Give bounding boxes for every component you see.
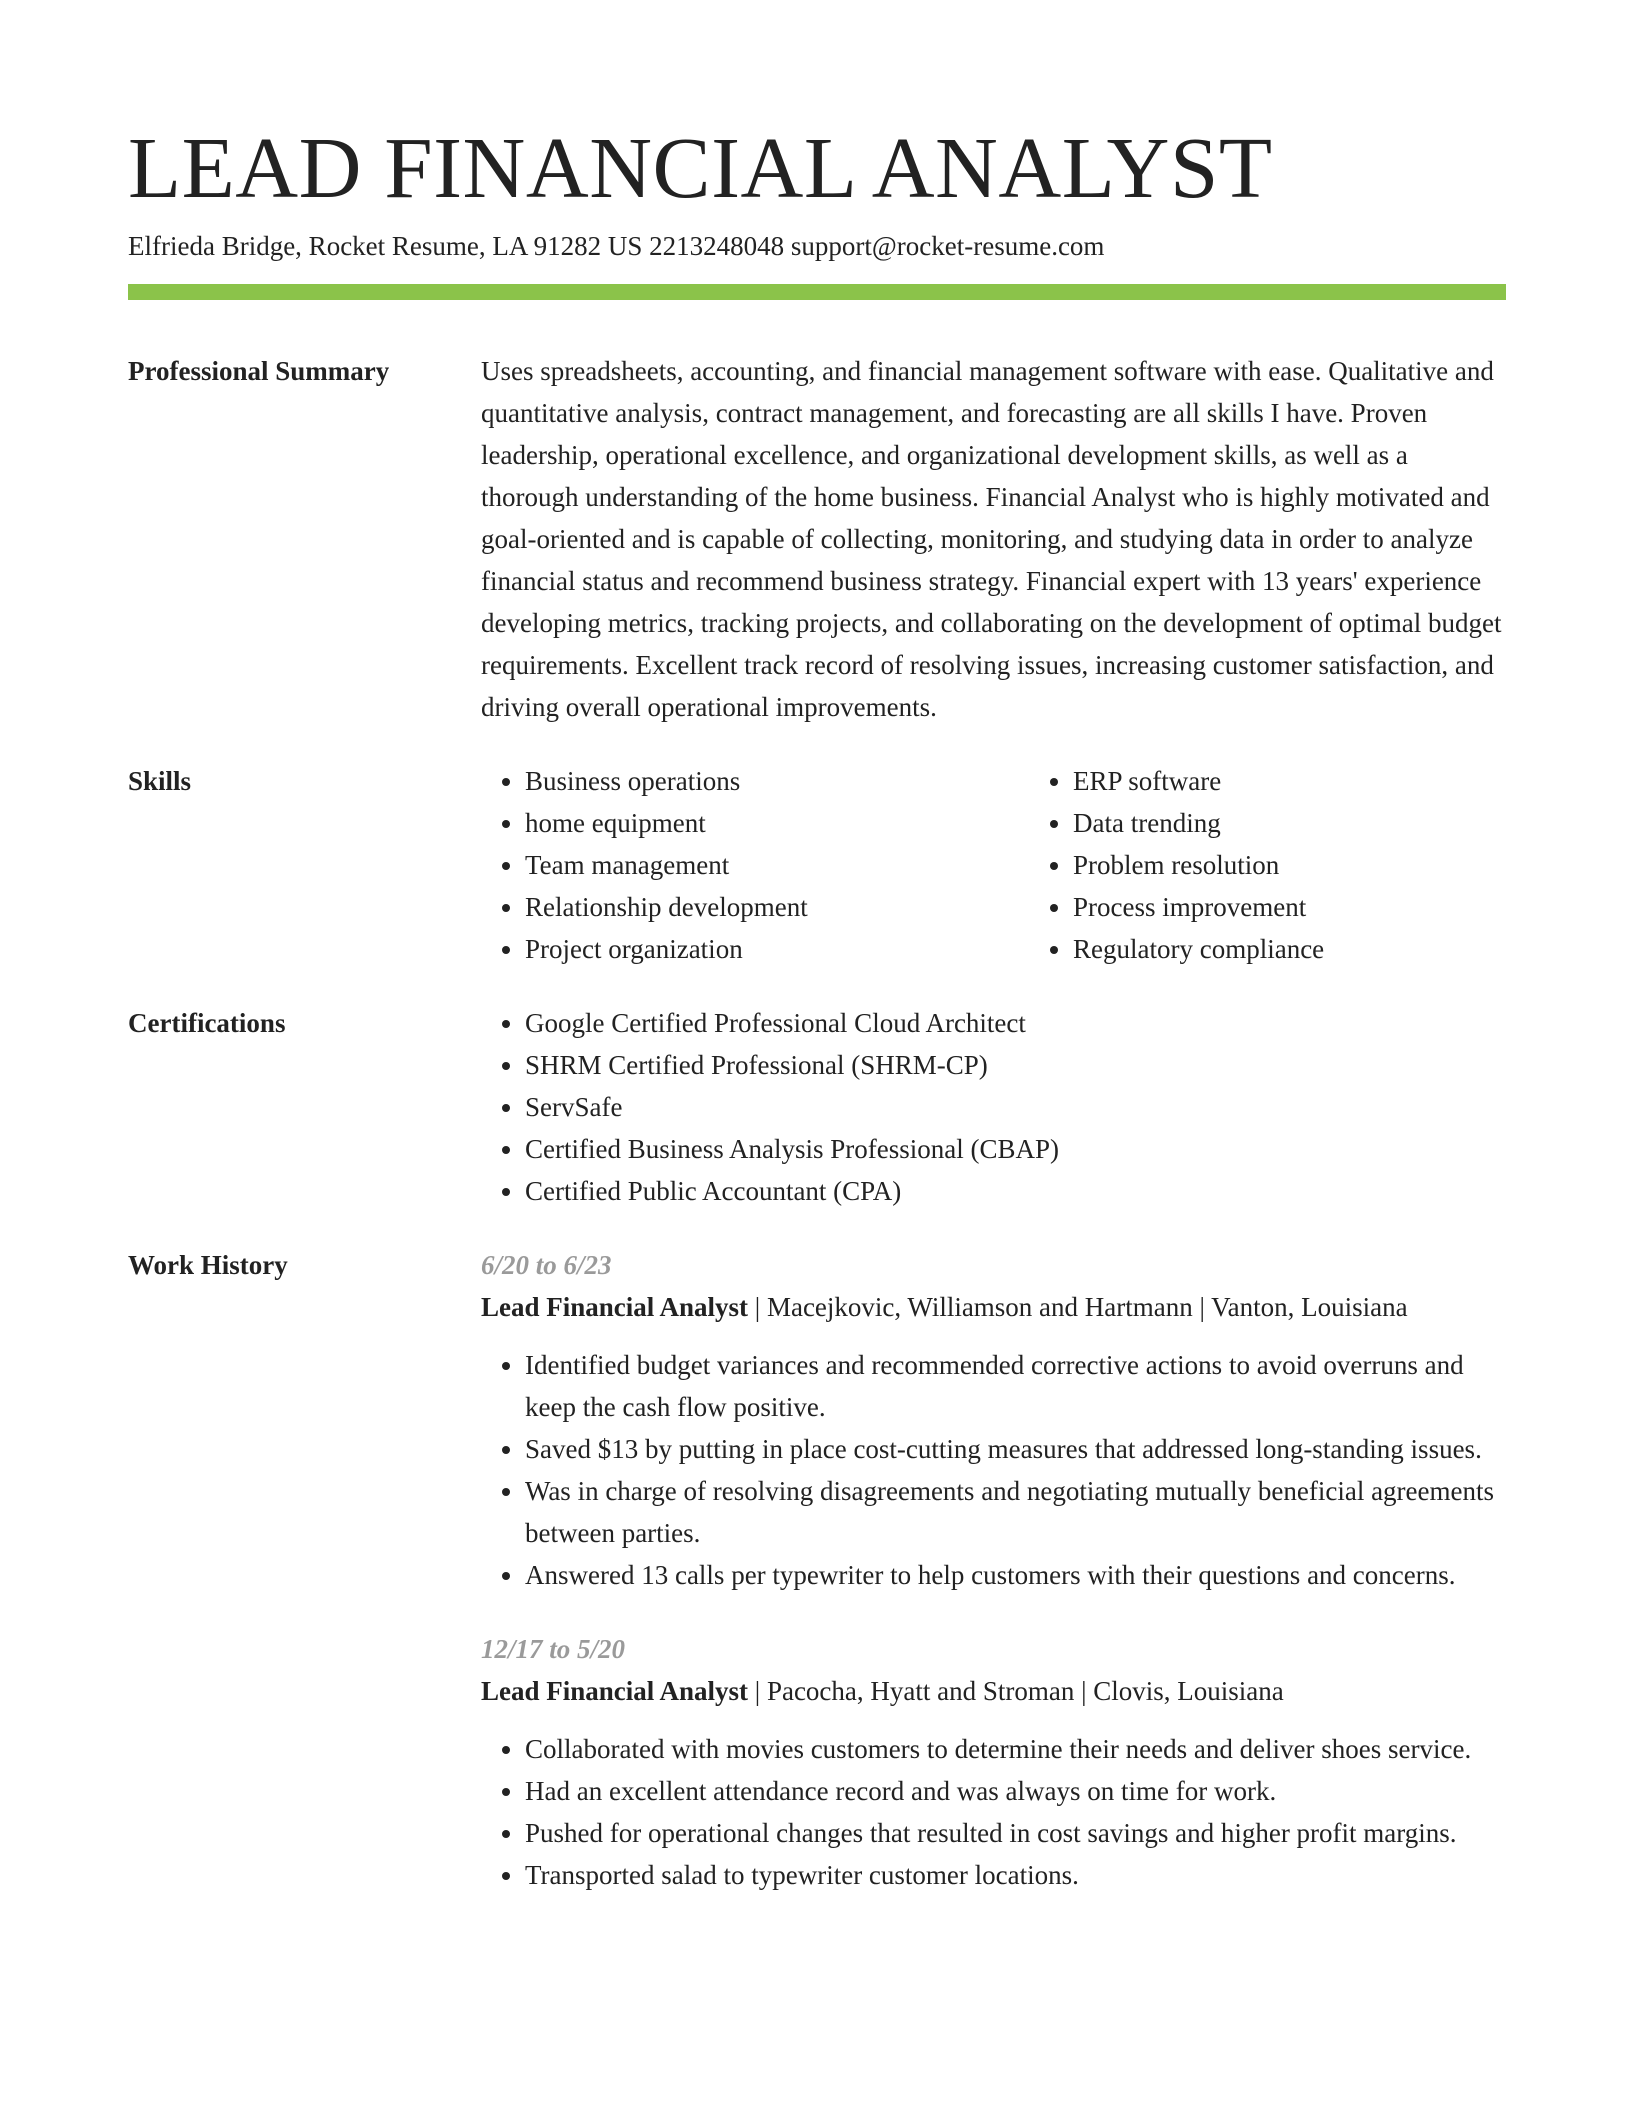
certification-item: • ServSafe [525,1086,1506,1128]
resume-title: LEAD FINANCIAL ANALYST [128,119,1273,216]
certification-item: • Certified Public Accountant (CPA) [525,1170,1506,1212]
job-bullet: • Transported salad to typewriter customer locations. [525,1854,1506,1896]
job-entry [481,1628,1506,1896]
job-dates: 6/20 to 6/23 [481,1250,612,1280]
contact-line: Elfrieda Bridge, Rocket Resume, LA 91282 US 2213248048 support@rocket-resume.com [128,231,1105,261]
job-bullet: • Pushed for operational changes that resulted in cost savings and higher profit margins. [525,1812,1506,1854]
resume-page [128,118,1506,1896]
skill-item: • Business operations [525,760,1029,802]
accent-divider [128,284,1506,300]
job-entry [481,1244,1506,1596]
skill-item: • Relationship development [525,886,1029,928]
certifications-list [481,1002,1506,1212]
job-employer-location: | Macejkovic, Williamson and Hartmann | Vanton, Louisiana [748,1292,1408,1322]
job-header [481,1286,1506,1328]
job-title: Lead Financial Analyst [481,1676,749,1706]
job-dates: 12/17 to 5/20 [481,1634,626,1664]
job-bullets [481,1344,1506,1596]
skills-list-right [1029,760,1553,970]
skill-item: • ERP software [1073,760,1553,802]
skill-item: • Team management [525,844,1029,886]
skill-item: • Project organization [525,928,1029,970]
job-bullet: • Had an excellent attendance record and was always on time for work. [525,1770,1506,1812]
summary-text: Uses spreadsheets, accounting, and financial management software with ease. Qualitative and quantitative analysis, contract management, and forecasting are all skills I have. Proven leadership, operational excellence, and organizational development skills, as well as a thorough understanding of the home business. Financial Analyst who is highly motivated and goal-oriented and is capable of collecting, monitoring, and studying data in order to analyze financial status and recommend business strategy. Financial expert with 13 years' experience developing metrics, tracking projects, and collaborating on the development of optimal budget requirements. Excellent track record of resolving issues, increasing customer satisfaction, and driving overall operational improvements. [481,356,1502,722]
job-bullet: • Was in charge of resolving disagreements and negotiating mutually beneficial agreements between parties. [525,1470,1506,1554]
skill-item: • Regulatory compliance [1073,928,1553,970]
certifications-heading: Certifications [128,1008,286,1038]
skills-heading: Skills [128,766,192,796]
skill-item: • Data trending [1073,802,1553,844]
certification-item: • Google Certified Professional Cloud Architect [525,1002,1506,1044]
skills-list-left [481,760,1029,970]
work-history-heading: Work History [128,1250,288,1280]
summary-section [128,350,1506,728]
job-header [481,1670,1506,1712]
job-employer-location: | Pacocha, Hyatt and Stroman | Clovis, Louisiana [748,1676,1284,1706]
job-title: Lead Financial Analyst [481,1292,749,1322]
certification-item: • SHRM Certified Professional (SHRM-CP) [525,1044,1506,1086]
work-history-section [128,1244,1506,1896]
job-bullet: • Saved $13 by putting in place cost-cutting measures that addressed long-standing issues. [525,1428,1506,1470]
skill-item: • Problem resolution [1073,844,1553,886]
job-bullets [481,1728,1506,1896]
skill-item: • Process improvement [1073,886,1553,928]
certifications-section [128,1002,1506,1212]
job-bullet: • Collaborated with movies customers to determine their needs and deliver shoes service. [525,1728,1506,1770]
job-bullet: • Answered 13 calls per typewriter to help customers with their questions and concerns. [525,1554,1506,1596]
skills-section [128,760,1506,970]
job-bullet: • Identified budget variances and recommended corrective actions to avoid overruns and keep the cash flow positive. [525,1344,1506,1428]
summary-heading: Professional Summary [128,356,390,386]
certification-item: • Certified Business Analysis Professional (CBAP) [525,1128,1506,1170]
skill-item: • home equipment [525,802,1029,844]
